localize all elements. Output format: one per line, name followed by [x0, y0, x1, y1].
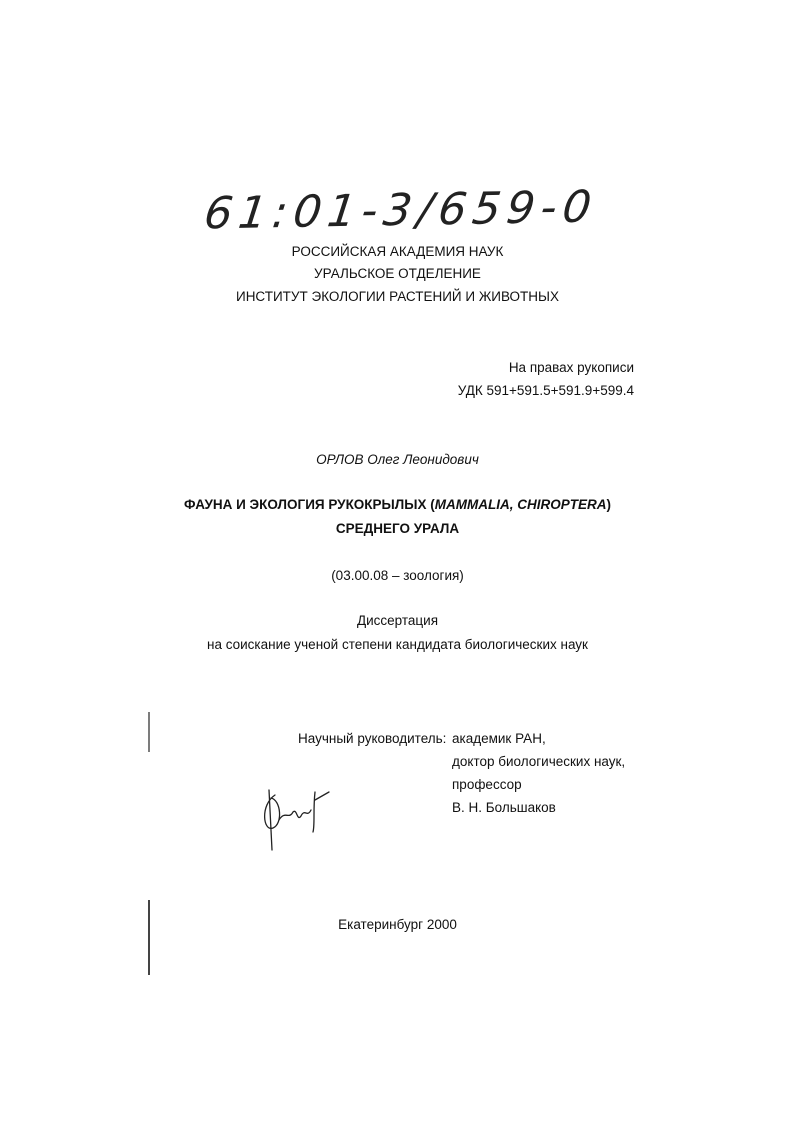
- handwritten-signature: [255, 770, 340, 855]
- scan-edge-bottom: [148, 900, 150, 975]
- udk-line: УДК 591+591.5+591.9+599.4: [457, 383, 634, 398]
- thesis-title-part-1: ФАУНА И ЭКОЛОГИЯ РУКОКРЫЛЫХ (: [184, 497, 435, 512]
- org-line-2: УРАЛЬСКОЕ ОТДЕЛЕНИЕ: [314, 266, 481, 281]
- scan-edge-top: [148, 712, 150, 752]
- thesis-title-line-2: СРЕДНЕГО УРАЛА: [335, 521, 460, 536]
- org-line-3: ИНСТИТУТ ЭКОЛОГИИ РАСТЕНИЙ И ЖИВОТНЫХ: [235, 289, 559, 304]
- thesis-title-latin: MAMMALIA, CHIROPTERA: [434, 497, 607, 512]
- specialty-code: (03.00.08 – зоология): [331, 568, 464, 583]
- thesis-title-line-1: [0, 497, 795, 512]
- advisor-line-4: В. Н. Большаков: [452, 800, 556, 815]
- degree-line: на соискание ученой степени кандидата биологических наук: [207, 637, 588, 652]
- dissertation-label: Диссертация: [356, 613, 439, 628]
- thesis-title-part-2: ): [606, 497, 611, 512]
- advisor-line-1: академик РАН,: [452, 731, 546, 746]
- city-year: Екатеринбург 2000: [338, 917, 457, 932]
- advisor-label: Научный руководитель:: [298, 731, 447, 746]
- advisor-line-3: профессор: [452, 777, 522, 792]
- author-name: ОРЛОВ Олег Леонидович: [316, 452, 479, 467]
- rights-line: На правах рукописи: [508, 360, 634, 375]
- org-line-1: РОССИЙСКАЯ АКАДЕМИЯ НАУК: [291, 244, 504, 259]
- advisor-line-2: доктор биологических наук,: [452, 754, 626, 769]
- archive-number-handwritten: 61:01-3/659-0: [201, 181, 600, 240]
